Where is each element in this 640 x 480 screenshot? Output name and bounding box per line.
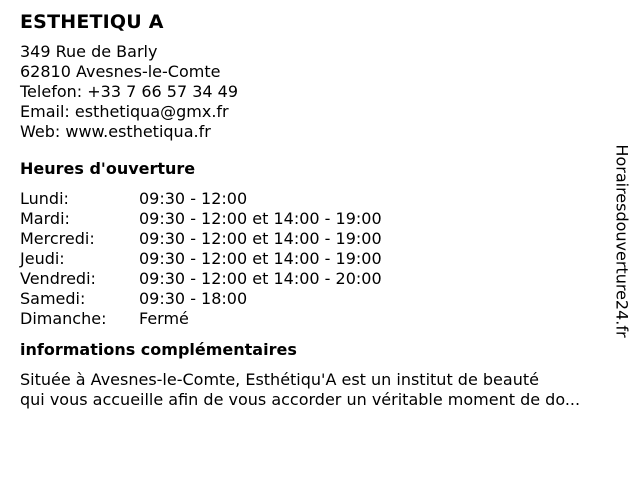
info-description — [20, 370, 625, 410]
business-card — [20, 10, 610, 410]
hours-day: Jeudi: — [20, 249, 65, 268]
hours-row-samedi — [20, 289, 610, 309]
hours-table — [20, 189, 610, 329]
hours-time: 09:30 - 12:00 — [139, 189, 248, 208]
email-address: Email: esthetiqua@gmx.fr — [20, 102, 229, 121]
hours-row-mardi — [20, 209, 610, 229]
hours-row-lundi — [20, 189, 610, 209]
hours-time: Fermé — [139, 309, 189, 328]
hours-row-mercredi — [20, 229, 610, 249]
hours-row-jeudi — [20, 249, 610, 269]
hours-day: Mercredi: — [20, 229, 95, 248]
site-watermark-text: Horairesdouverture24.fr — [613, 144, 633, 338]
hours-day: Lundi: — [20, 189, 69, 208]
street-address: 349 Rue de Barly — [20, 42, 158, 61]
hours-heading: Heures d'ouverture — [20, 159, 196, 178]
hours-day: Mardi: — [20, 209, 70, 228]
info-line-2: qui vous accueille afin de vous accorder un véritable moment de do... — [20, 390, 581, 409]
hours-time: 09:30 - 12:00 et 14:00 - 19:00 — [139, 229, 382, 248]
address-block — [20, 42, 610, 142]
hours-row-dimanche — [20, 309, 610, 329]
city-address: 62810 Avesnes-le-Comte — [20, 62, 221, 81]
business-name: ESTHETIQU A — [20, 11, 164, 33]
website-address: Web: www.esthetiqua.fr — [20, 122, 211, 141]
hours-day: Dimanche: — [20, 309, 107, 328]
info-line-1: Située à Avesnes-le-Comte, Esthétiqu'A est un institut de beauté — [20, 370, 539, 389]
hours-time: 09:30 - 18:00 — [139, 289, 248, 308]
hours-day: Samedi: — [20, 289, 86, 308]
phone-number: Telefon: +33 7 66 57 34 49 — [20, 82, 239, 101]
hours-day: Vendredi: — [20, 269, 96, 288]
site-watermark — [610, 136, 634, 346]
hours-time: 09:30 - 12:00 et 14:00 - 19:00 — [139, 249, 382, 268]
info-heading: informations complémentaires — [20, 340, 297, 359]
hours-row-vendredi — [20, 269, 610, 289]
hours-time: 09:30 - 12:00 et 14:00 - 19:00 — [139, 209, 382, 228]
hours-time: 09:30 - 12:00 et 14:00 - 20:00 — [139, 269, 382, 288]
